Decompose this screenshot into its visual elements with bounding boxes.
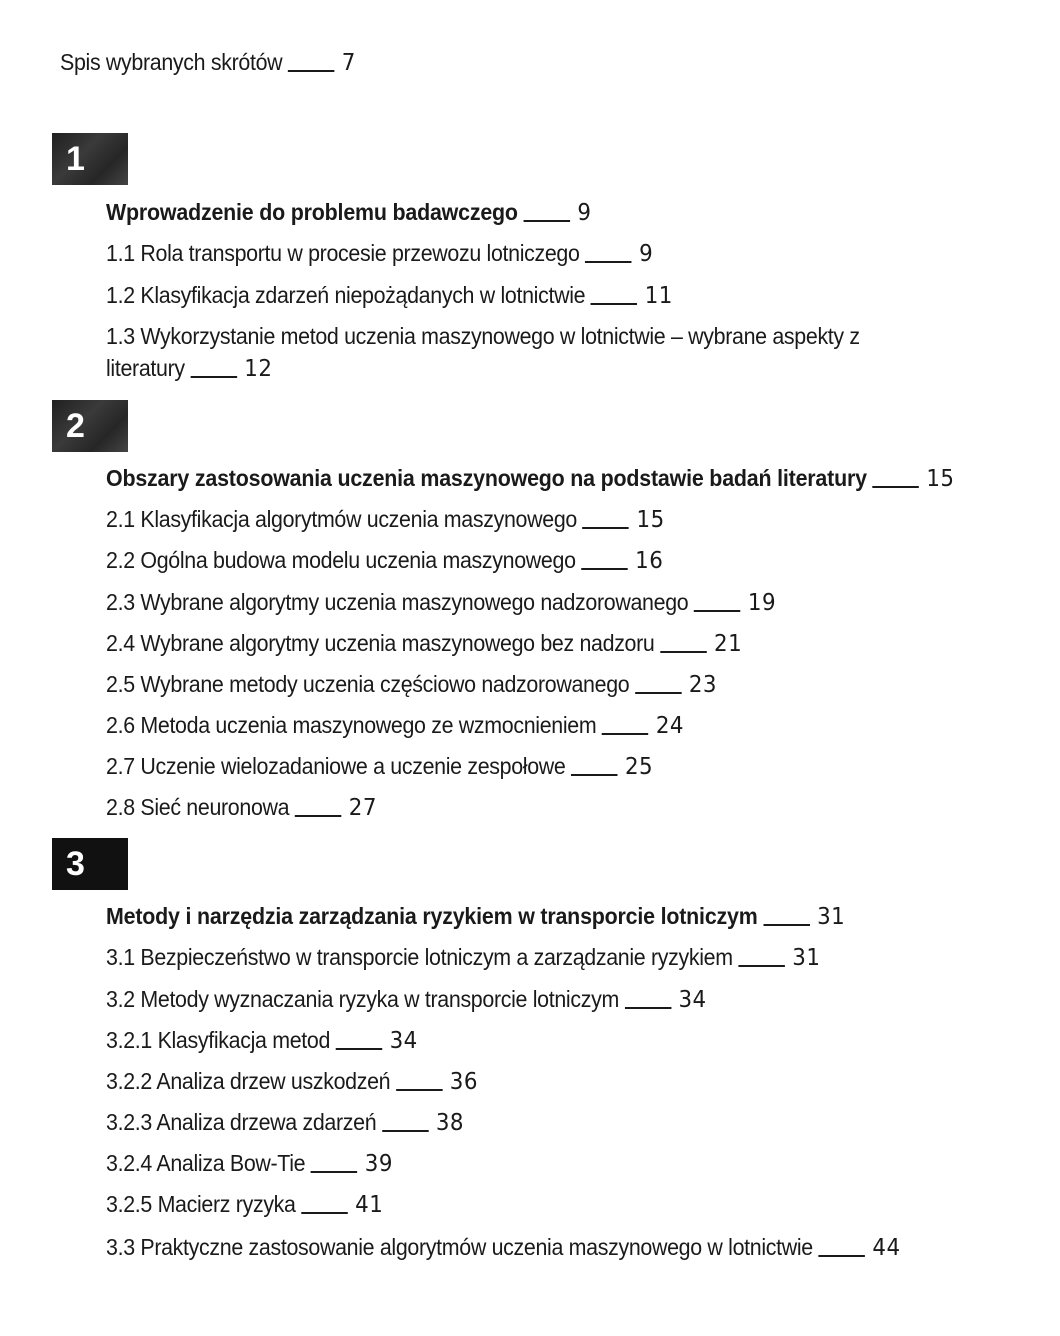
toc-section-entry: 3.2.3 Analiza drzewa zdarzeń 38: [106, 1109, 465, 1136]
leader-line: [301, 1212, 348, 1214]
toc-section-entry: 3.2.1 Klasyfikacja metod 34: [106, 1027, 418, 1054]
toc-page-number: 36: [449, 1069, 478, 1095]
toc-section-entry: 2.8 Sieć neuronowa 27: [106, 794, 377, 821]
toc-section-entry: 2.2 Ogólna budowa modelu uczenia maszynowego 16: [106, 547, 664, 574]
leader-line: [336, 1048, 383, 1050]
toc-section-entry: 2.1 Klasyfikacja algorytmów uczenia maszynowego 15: [106, 506, 665, 533]
toc-page-number: 21: [714, 631, 743, 657]
leader-line: [288, 70, 335, 72]
leader-line: [571, 774, 618, 776]
leader-line: [602, 733, 649, 735]
toc-section-entry: 1.2 Klasyfikacja zdarzeń niepożądanych w lotnictwie 11: [106, 282, 673, 309]
leader-line: [763, 924, 810, 926]
toc-section-entry: 2.6 Metoda uczenia maszynowego ze wzmocnieniem 24: [106, 712, 685, 739]
toc-page-number: 31: [792, 945, 821, 971]
toc-section-entry: 3.2.4 Analiza Bow-Tie 39: [106, 1150, 393, 1177]
toc-page-number: 15: [926, 466, 955, 492]
chapter-title: Obszary zastosowania uczenia maszynowego na podstawie badań literatury 15: [106, 465, 955, 492]
toc-page-number: 23: [688, 672, 718, 698]
leader-line: [190, 376, 237, 378]
toc-section-entry: 2.7 Uczenie wielozadaniowe a uczenie zespołowe 25: [106, 753, 654, 780]
leader-line: [295, 815, 342, 817]
leader-line: [585, 261, 632, 263]
chapter-title: Wprowadzenie do problemu badawczego 9: [106, 199, 592, 226]
leader-line: [523, 220, 570, 222]
leader-line: [872, 486, 919, 488]
leader-line: [382, 1130, 429, 1132]
toc-entry-label: Spis wybranych skrótów: [60, 49, 283, 75]
chapter-title: Metody i narzędzia zarządzania ryzykiem w transporcie lotniczym 31: [106, 903, 846, 930]
toc-section-entry: 3.2.2 Analiza drzew uszkodzeń 36: [106, 1068, 478, 1095]
toc-page-number: 19: [747, 590, 777, 616]
toc-page-number: 34: [389, 1028, 418, 1054]
leader-line: [660, 651, 707, 653]
toc-page-number: 41: [355, 1192, 384, 1218]
toc-page-number: 25: [624, 754, 654, 780]
toc-page-number: 31: [817, 904, 846, 930]
leader-line: [591, 303, 638, 305]
toc-page-number: 39: [364, 1151, 393, 1177]
leader-line: [583, 527, 630, 529]
toc-page-number: 11: [644, 283, 673, 309]
leader-line: [818, 1255, 865, 1257]
toc-page-number: 15: [636, 507, 665, 533]
toc-page-number: 7: [341, 50, 356, 76]
leader-line: [396, 1089, 443, 1091]
toc-page-number: 44: [872, 1235, 901, 1261]
toc-section-entry: 3.2.5 Macierz ryzyka 41: [106, 1191, 384, 1218]
toc-page-number: 9: [577, 200, 592, 226]
toc-page-number: 24: [655, 713, 685, 739]
leader-line: [738, 965, 785, 967]
toc-page-number: 34: [678, 987, 707, 1013]
chapter-number-badge: 1: [52, 133, 128, 185]
toc-page-number: 16: [635, 548, 664, 574]
toc-section-entry: 2.4 Wybrane algorytmy uczenia maszynowego bez nadzoru 21: [106, 630, 743, 657]
leader-line: [581, 568, 628, 570]
toc-section-entry: 1.3 Wykorzystanie metod uczenia maszynowego w lotnictwie – wybrane aspekty z literatury 12: [106, 323, 860, 382]
toc-section-entry: 2.3 Wybrane algorytmy uczenia maszynowego nadzorowanego 19: [106, 589, 777, 616]
toc-page-number: 12: [244, 356, 273, 382]
toc-entry-abbreviations: [60, 48, 356, 77]
toc-section-entry: 3.1 Bezpieczeństwo w transporcie lotniczym a zarządzanie ryzykiem 31: [106, 944, 821, 971]
toc-page-number: 27: [348, 795, 377, 821]
leader-line: [625, 1007, 672, 1009]
toc-page-number: 9: [639, 241, 654, 267]
chapter-number-badge: 2: [52, 400, 128, 452]
toc-section-entry: 2.5 Wybrane metody uczenia częściowo nadzorowanego 23: [106, 671, 718, 698]
leader-line: [635, 692, 682, 694]
chapter-number-badge: 3: [52, 838, 128, 890]
toc-section-entry: 3.2 Metody wyznaczania ryzyka w transporcie lotniczym 34: [106, 986, 707, 1013]
toc-page-number: 38: [435, 1110, 465, 1136]
leader-line: [694, 610, 741, 612]
toc-section-entry: 1.1 Rola transportu w procesie przewozu lotniczego 9: [106, 240, 654, 267]
leader-line: [311, 1171, 358, 1173]
toc-section-entry: 3.3 Praktyczne zastosowanie algorytmów uczenia maszynowego w lotnictwie 44: [106, 1234, 901, 1261]
